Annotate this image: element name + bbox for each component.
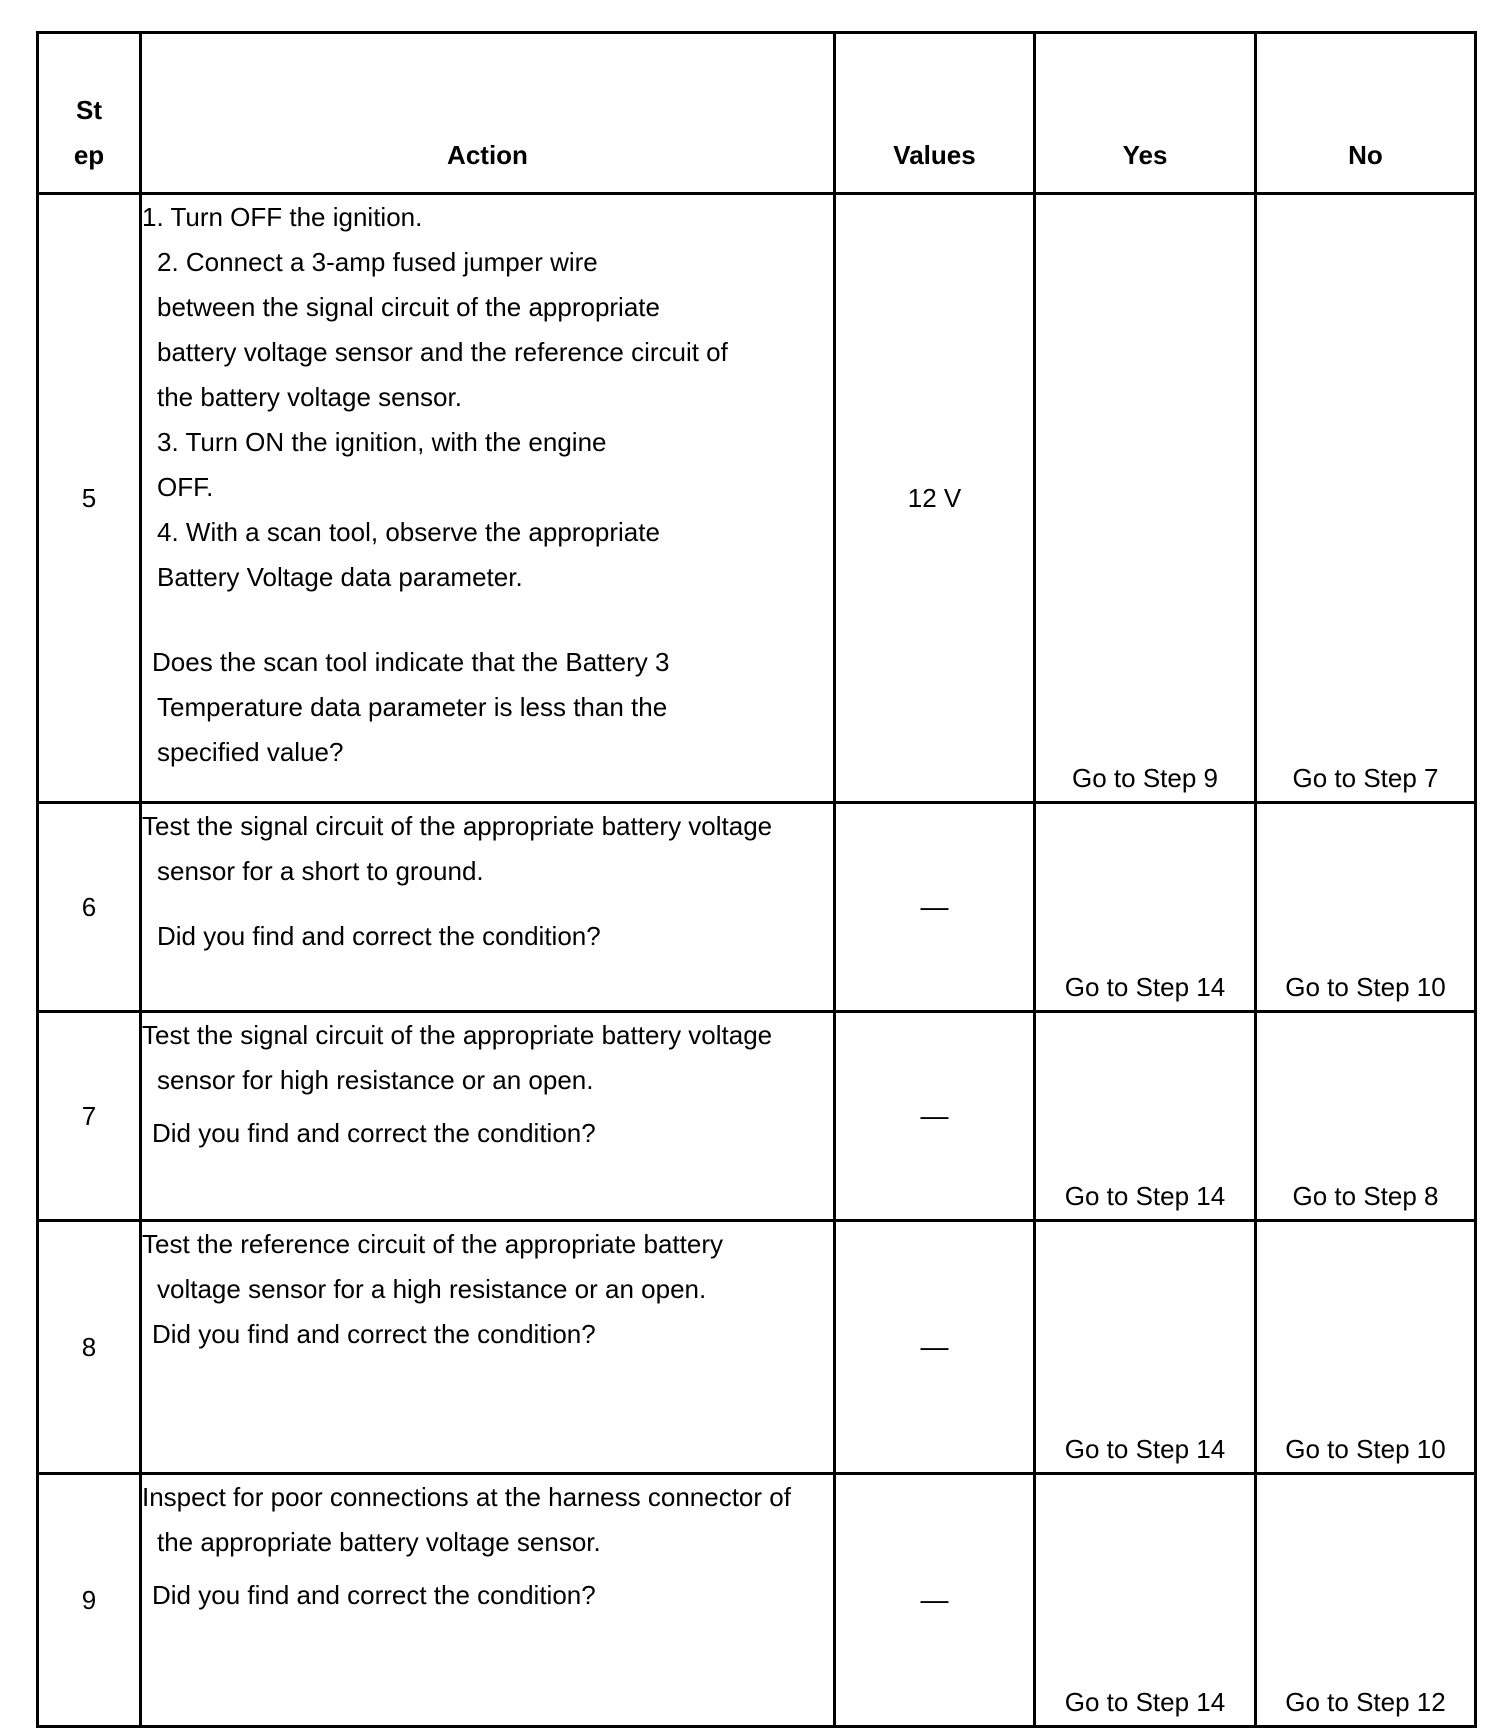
step-number: 8 <box>38 1221 141 1474</box>
column-header-values: Values <box>835 33 1035 194</box>
table-row <box>38 1012 1476 1221</box>
column-header-no: No <box>1256 33 1476 194</box>
yes-result: Go to Step 14 <box>1035 1012 1256 1221</box>
yes-result: Go to Step 9 <box>1035 194 1256 803</box>
values-text: — <box>835 1474 1035 1727</box>
step-number: 9 <box>38 1474 141 1727</box>
column-header-step: St ep <box>38 33 141 194</box>
table-row <box>38 803 1476 1012</box>
column-header-action: Action <box>141 33 835 194</box>
no-result: Go to Step 10 <box>1256 803 1476 1012</box>
no-result: Go to Step 10 <box>1256 1221 1476 1474</box>
action-text: Test the signal circuit of the appropriate battery voltage sensor for high resistance or an open. Did you find and correct the condition? <box>141 1012 835 1221</box>
table-header-row <box>38 33 1476 194</box>
step-number: 5 <box>38 194 141 803</box>
table-row <box>38 1221 1476 1474</box>
step-number: 6 <box>38 803 141 1012</box>
yes-result: Go to Step 14 <box>1035 1221 1256 1474</box>
diagnostic-table <box>36 31 1477 1728</box>
action-text: 1. Turn OFF the ignition. 2. Connect a 3-amp fused jumper wire between the signal circuit of the appropriate battery voltage sensor and the reference circuit of the battery voltage sensor. 3. Turn ON the ignition, with the engine OFF. 4. With a scan tool, observe the appropriate Battery Voltage data parameter. Does the scan tool indicate that the Battery 3 Temperature data parameter is less than the specified value? <box>141 194 835 803</box>
action-text: Inspect for poor connections at the harness connector of the appropriate battery voltage sensor. Did you find and correct the condition? <box>141 1474 835 1727</box>
values-text: — <box>835 803 1035 1012</box>
step-number: 7 <box>38 1012 141 1221</box>
no-result: Go to Step 12 <box>1256 1474 1476 1727</box>
table-row <box>38 1474 1476 1727</box>
column-header-yes: Yes <box>1035 33 1256 194</box>
values-text: — <box>835 1012 1035 1221</box>
no-result: Go to Step 7 <box>1256 194 1476 803</box>
no-result: Go to Step 8 <box>1256 1012 1476 1221</box>
action-text: Test the signal circuit of the appropriate battery voltage sensor for a short to ground. Did you find and correct the condition? <box>141 803 835 1012</box>
yes-result: Go to Step 14 <box>1035 1474 1256 1727</box>
action-text: Test the reference circuit of the appropriate battery voltage sensor for a high resistance or an open. Did you find and correct the condition? <box>141 1221 835 1474</box>
values-text: 12 V <box>835 194 1035 803</box>
table-row <box>38 194 1476 803</box>
values-text: — <box>835 1221 1035 1474</box>
yes-result: Go to Step 14 <box>1035 803 1256 1012</box>
